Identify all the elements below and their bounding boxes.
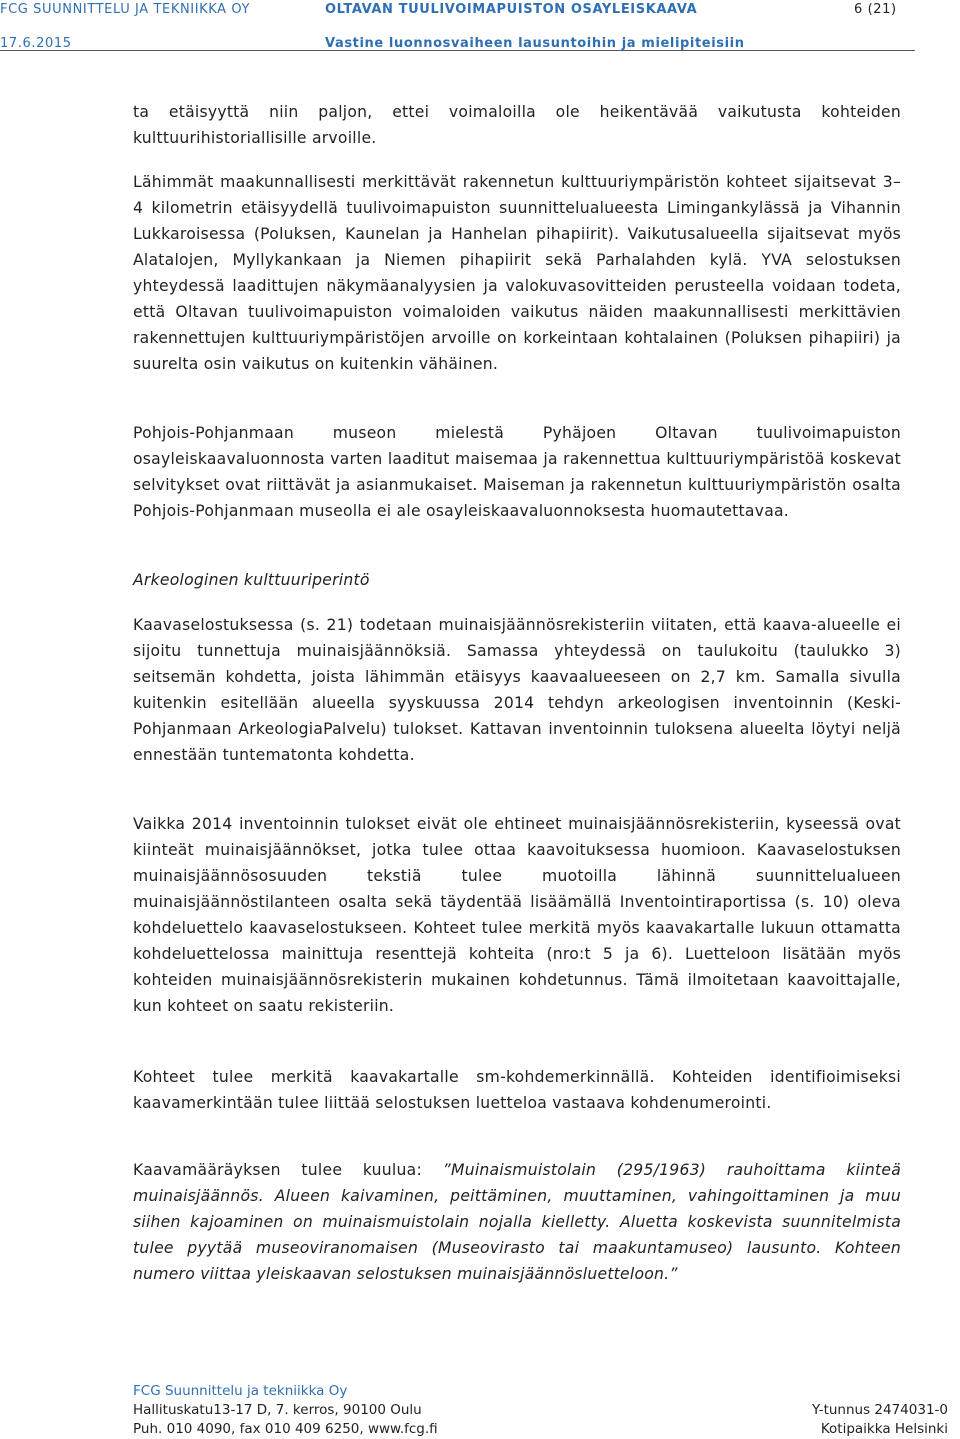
section-heading-archaeology: Arkeologinen kulttuuriperintö <box>133 571 370 589</box>
header-company: FCG SUUNNITTELU JA TEKNIIKKA OY <box>0 2 251 17</box>
paragraph-map-markings: Kohteet tulee merkitä kaavakartalle sm-kohdemerkinnällä. Kohteiden identifioimiseksi kaavamerkintään tulee liittää selostuksen luetteloa vastaava kohdenumerointi. <box>133 1068 901 1112</box>
paragraph-intro: ta etäisyyttä niin paljon, ettei voimaloilla ole heikentävää vaikutusta kohteiden kulttuurihistoriallisille arvoille. <box>133 103 901 147</box>
footer-right <box>812 1401 948 1439</box>
footer-contact: Puh. 010 4090, fax 010 409 6250, www.fcg.fi <box>133 1421 438 1437</box>
header-date: 17.6.2015 <box>0 36 72 51</box>
paragraph-plan-description: Kaavaselostuksessa (s. 21) todetaan muinaisjäännösrekisteriin viitaten, että kaava-alueelle ei sijoitu tunnettuja muinaisjäännöksiä. Samassa yhteydessä on taulukoitu (taulukko 3) seitsemän kohdetta, joista lähimmän etäisyys kaavaalueeseen on 2,7 km. Samalla sivulla kuitenkin esitellään alueella syyskuussa 2014 tehdyn arkeologisen inventoinnin (Keski-Pohjanmaan ArkeologiaPalvelu) tulokset. Kattavan inventoinnin tuloksena alueelta löytyi neljä ennestään tuntematonta kohdetta. <box>133 616 901 764</box>
regulation-quote: ”Muinaismuistolain (295/1963) rauhoittama kiinteä muinaisjäännös. Alueen kaivaminen, peittäminen, muuttaminen, vahingoittaminen ja muu siihen kajoaminen on muinaismuistolain nojalla kielletty. Aluetta koskevista suunnitelmista tulee pyytää museoviranomaisen (Museovirasto tai maakuntamuseo) lausunto. Kohteen numero viittaa yleiskaavan selostuksen muinaisjäännösluetteloon.” <box>133 1161 901 1283</box>
footer-company: FCG Suunnittelu ja tekniikka Oy <box>133 1383 348 1399</box>
regulation-lead: Kaavamääräyksen tulee kuulua: <box>133 1161 443 1179</box>
paragraph-regional-sites: Lähimmät maakunnallisesti merkittävät rakennetun kulttuuriympäristön kohteet sijaitsevat 3–4 kilometrin etäisyydellä tuulivoimapuiston suunnittelualueesta Limingankylässä ja Vihannin Lukkaroisessa (Poluksen, Kaunelan ja Hanhelan pihapiirit). Vaikutusalueella sijaitsevat myös Alatalojen, Myllykankaan ja Niemen pihapiirit sekä Parhalahden kylä. YVA selostuksen yhteydessä laadittujen näkymäanalyysien ja valokuvasovitteiden perusteella voidaan todeta, että Oltavan tuulivoimapuiston voimaloiden vaikutus näiden maakunnallisesti merkittävien rakennettujen kulttuuriympäristöjen arvoille on korkeintaan kohtalainen (Poluksen pihapiiri) ja suurelta osin vaikutus on kuitenkin vähäinen. <box>133 173 901 373</box>
footer-domicile: Kotipaikka Helsinki <box>820 1421 948 1437</box>
paragraph-plan-regulation <box>133 1157 901 1287</box>
header-rule <box>0 50 915 51</box>
footer-address: Hallituskatu13-17 D, 7. kerros, 90100 Oulu <box>133 1402 422 1418</box>
paragraph-museum-opinion: Pohjois-Pohjanmaan museon mielestä Pyhäjoen Oltavan tuulivoimapuiston osayleiskaavaluonnosta varten laaditut maisemaa ja rakennettua kulttuuriympäristöä koskevat selvitykset ovat riittävät ja asianmukaiset. Maiseman ja rakennetun kulttuuriympäristön osalta Pohjois-Pohjanmaan museolla ei ale osayleiskaavaluonnoksesta huomautettavaa. <box>133 424 901 520</box>
header-page-number: 6 (21) <box>854 2 897 17</box>
paragraph-inventory-results: Vaikka 2014 inventoinnin tulokset eivät ole ehtineet muinaisjäännösrekisteriin, kyseessä ovat kiinteät muinaisjäännökset, jotka tulee ottaa kaavoituksessa huomioon. Kaavaselostuksen muinaisjäännösosuuden tekstiä tulee muotoilla lähinnä suunnittelualueen muinaisjäännöstilanteen osalta sekä täydentää lisäämällä Inventointiraportissa (s. 10) oleva kohdeluettelo kaavaselostukseen. Kohteet tulee merkitä myös kaavakartalle lukuun ottamatta kohdeluettelossa mainittuja resenttejä kohteita (nro:t 5 ja 6). Luetteloon lisätään myös kohteiden muinaisjäännösrekisterin mukainen kohdetunnus. Tämä ilmoitetaan kaavoittajalle, kun kohteet on saatu rekisteriin. <box>133 815 901 1015</box>
header-subtitle: Vastine luonnosvaiheen lausuntoihin ja mielipiteisiin <box>325 36 745 51</box>
footer-left <box>133 1382 438 1439</box>
header-document-title: OLTAVAN TUULIVOIMAPUISTON OSAYLEISKAAVA <box>325 2 698 17</box>
footer-business-id: Y-tunnus 2474031-0 <box>812 1402 948 1418</box>
